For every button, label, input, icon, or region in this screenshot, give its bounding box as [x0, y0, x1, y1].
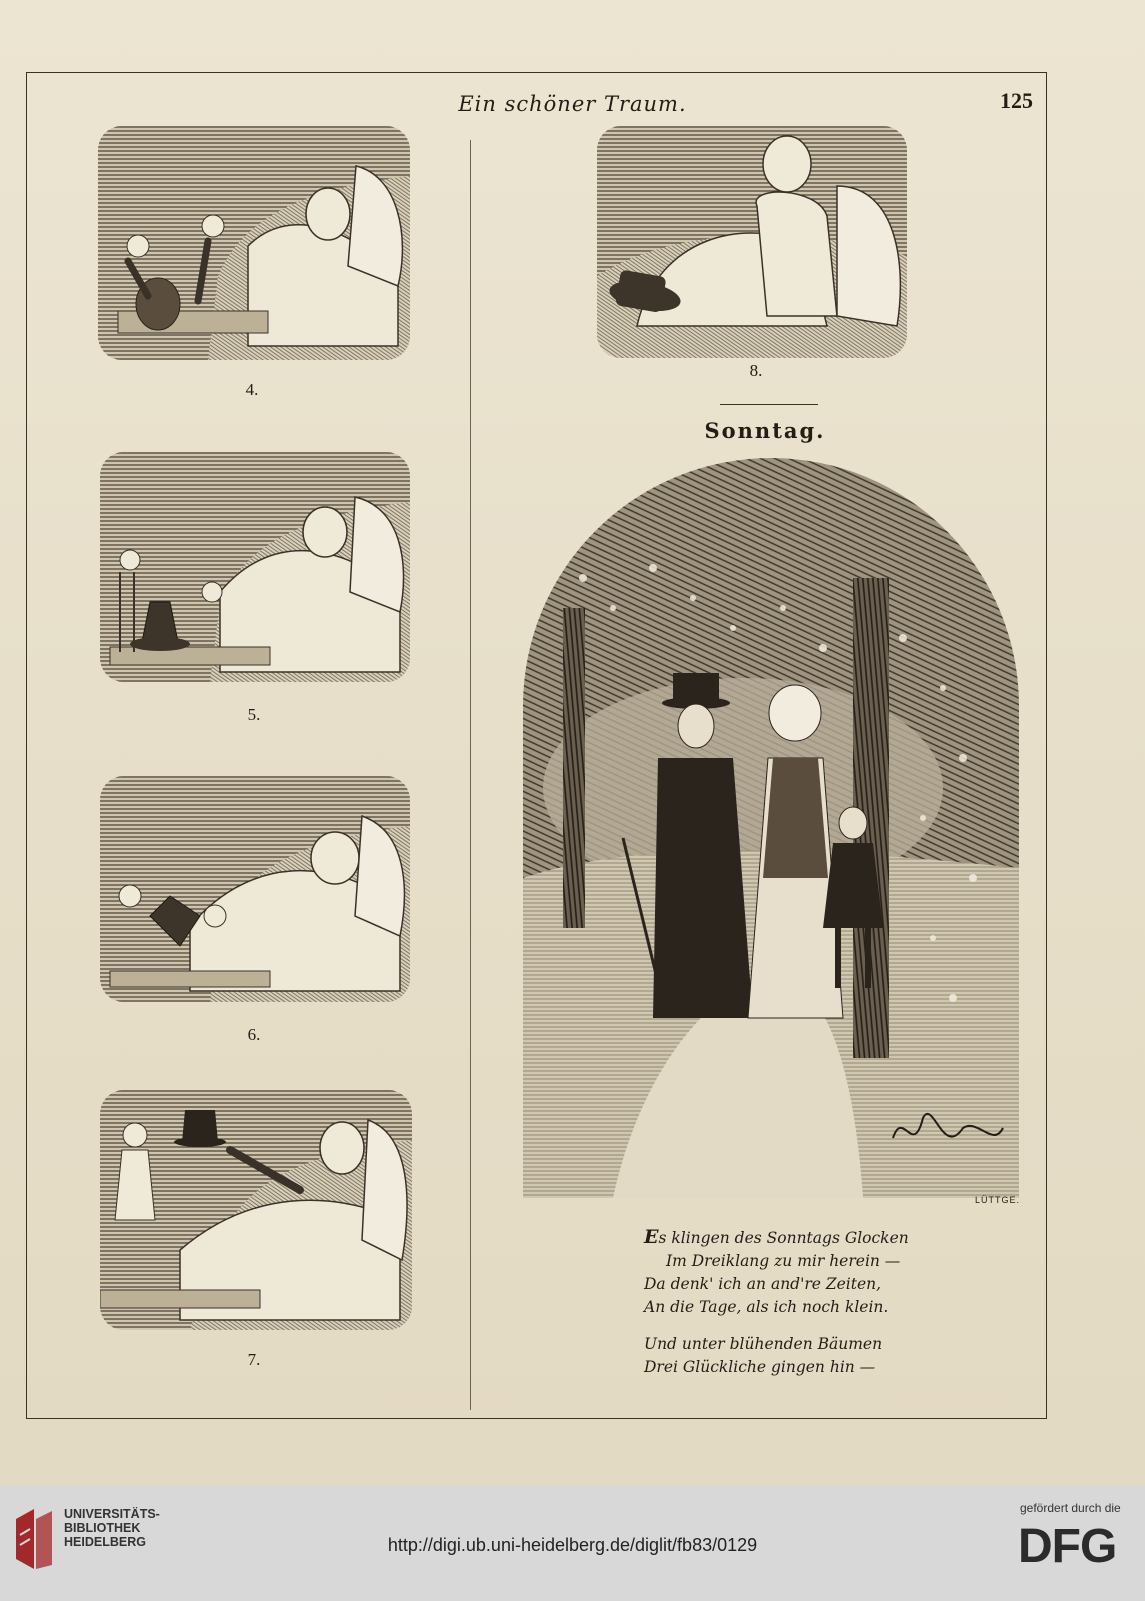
section-title: Sonntag. — [704, 418, 826, 443]
library-name-line-2: BIBLIOTHEK — [64, 1521, 141, 1535]
funded-by-label: gefördert durch die — [1020, 1501, 1121, 1515]
panel-caption-7: 7. — [247, 1350, 261, 1369]
panel-caption-8: 8. — [749, 361, 763, 380]
poem-line-1-text: s klingen des Sonntags Glocken — [658, 1229, 909, 1247]
illustration-panel-4 — [98, 126, 410, 360]
illustration-panel-7 — [100, 1090, 412, 1330]
running-title: Ein schöner Traum. — [458, 92, 687, 116]
dfg-logo: DFG — [1018, 1520, 1117, 1573]
poem — [644, 1226, 964, 1379]
stanza-gap — [644, 1319, 964, 1333]
poem-dropcap: E — [644, 1226, 659, 1248]
poem-line-1 — [644, 1226, 964, 1250]
page-number: 125 — [1000, 88, 1033, 113]
illustration-panel-6 — [100, 776, 410, 1002]
permalink-url[interactable]: http://digi.ub.uni-heidelberg.de/diglit/fb83/0129 — [387, 1535, 758, 1555]
footer-bar — [0, 1485, 1145, 1601]
poem-line-5: Und unter blühenden Bäumen — [644, 1335, 883, 1353]
title-rule — [720, 404, 818, 405]
column-divider — [470, 140, 471, 1410]
illustration-panel-8 — [597, 126, 907, 358]
panel-caption-4: 4. — [245, 380, 259, 399]
poem-line-6: Drei Glückliche gingen hin — — [644, 1358, 876, 1376]
illustration-panel-5 — [100, 452, 410, 682]
poem-line-2: Im Dreiklang zu mir herein — — [666, 1252, 901, 1270]
library-name-line-3: HEIDELBERG — [64, 1535, 146, 1549]
poem-line-3: Da denk' ich an and're Zeiten, — [644, 1275, 882, 1293]
panel-caption-6: 6. — [247, 1025, 261, 1044]
poem-line-4: An die Tage, als ich noch klein. — [644, 1298, 889, 1316]
engraver-credit: LÜTTGE. — [975, 1195, 1021, 1205]
library-name-line-1: UNIVERSITÄTS- — [64, 1507, 160, 1521]
panel-caption-5: 5. — [247, 705, 261, 724]
sunday-walk-illustration — [523, 458, 1019, 1198]
